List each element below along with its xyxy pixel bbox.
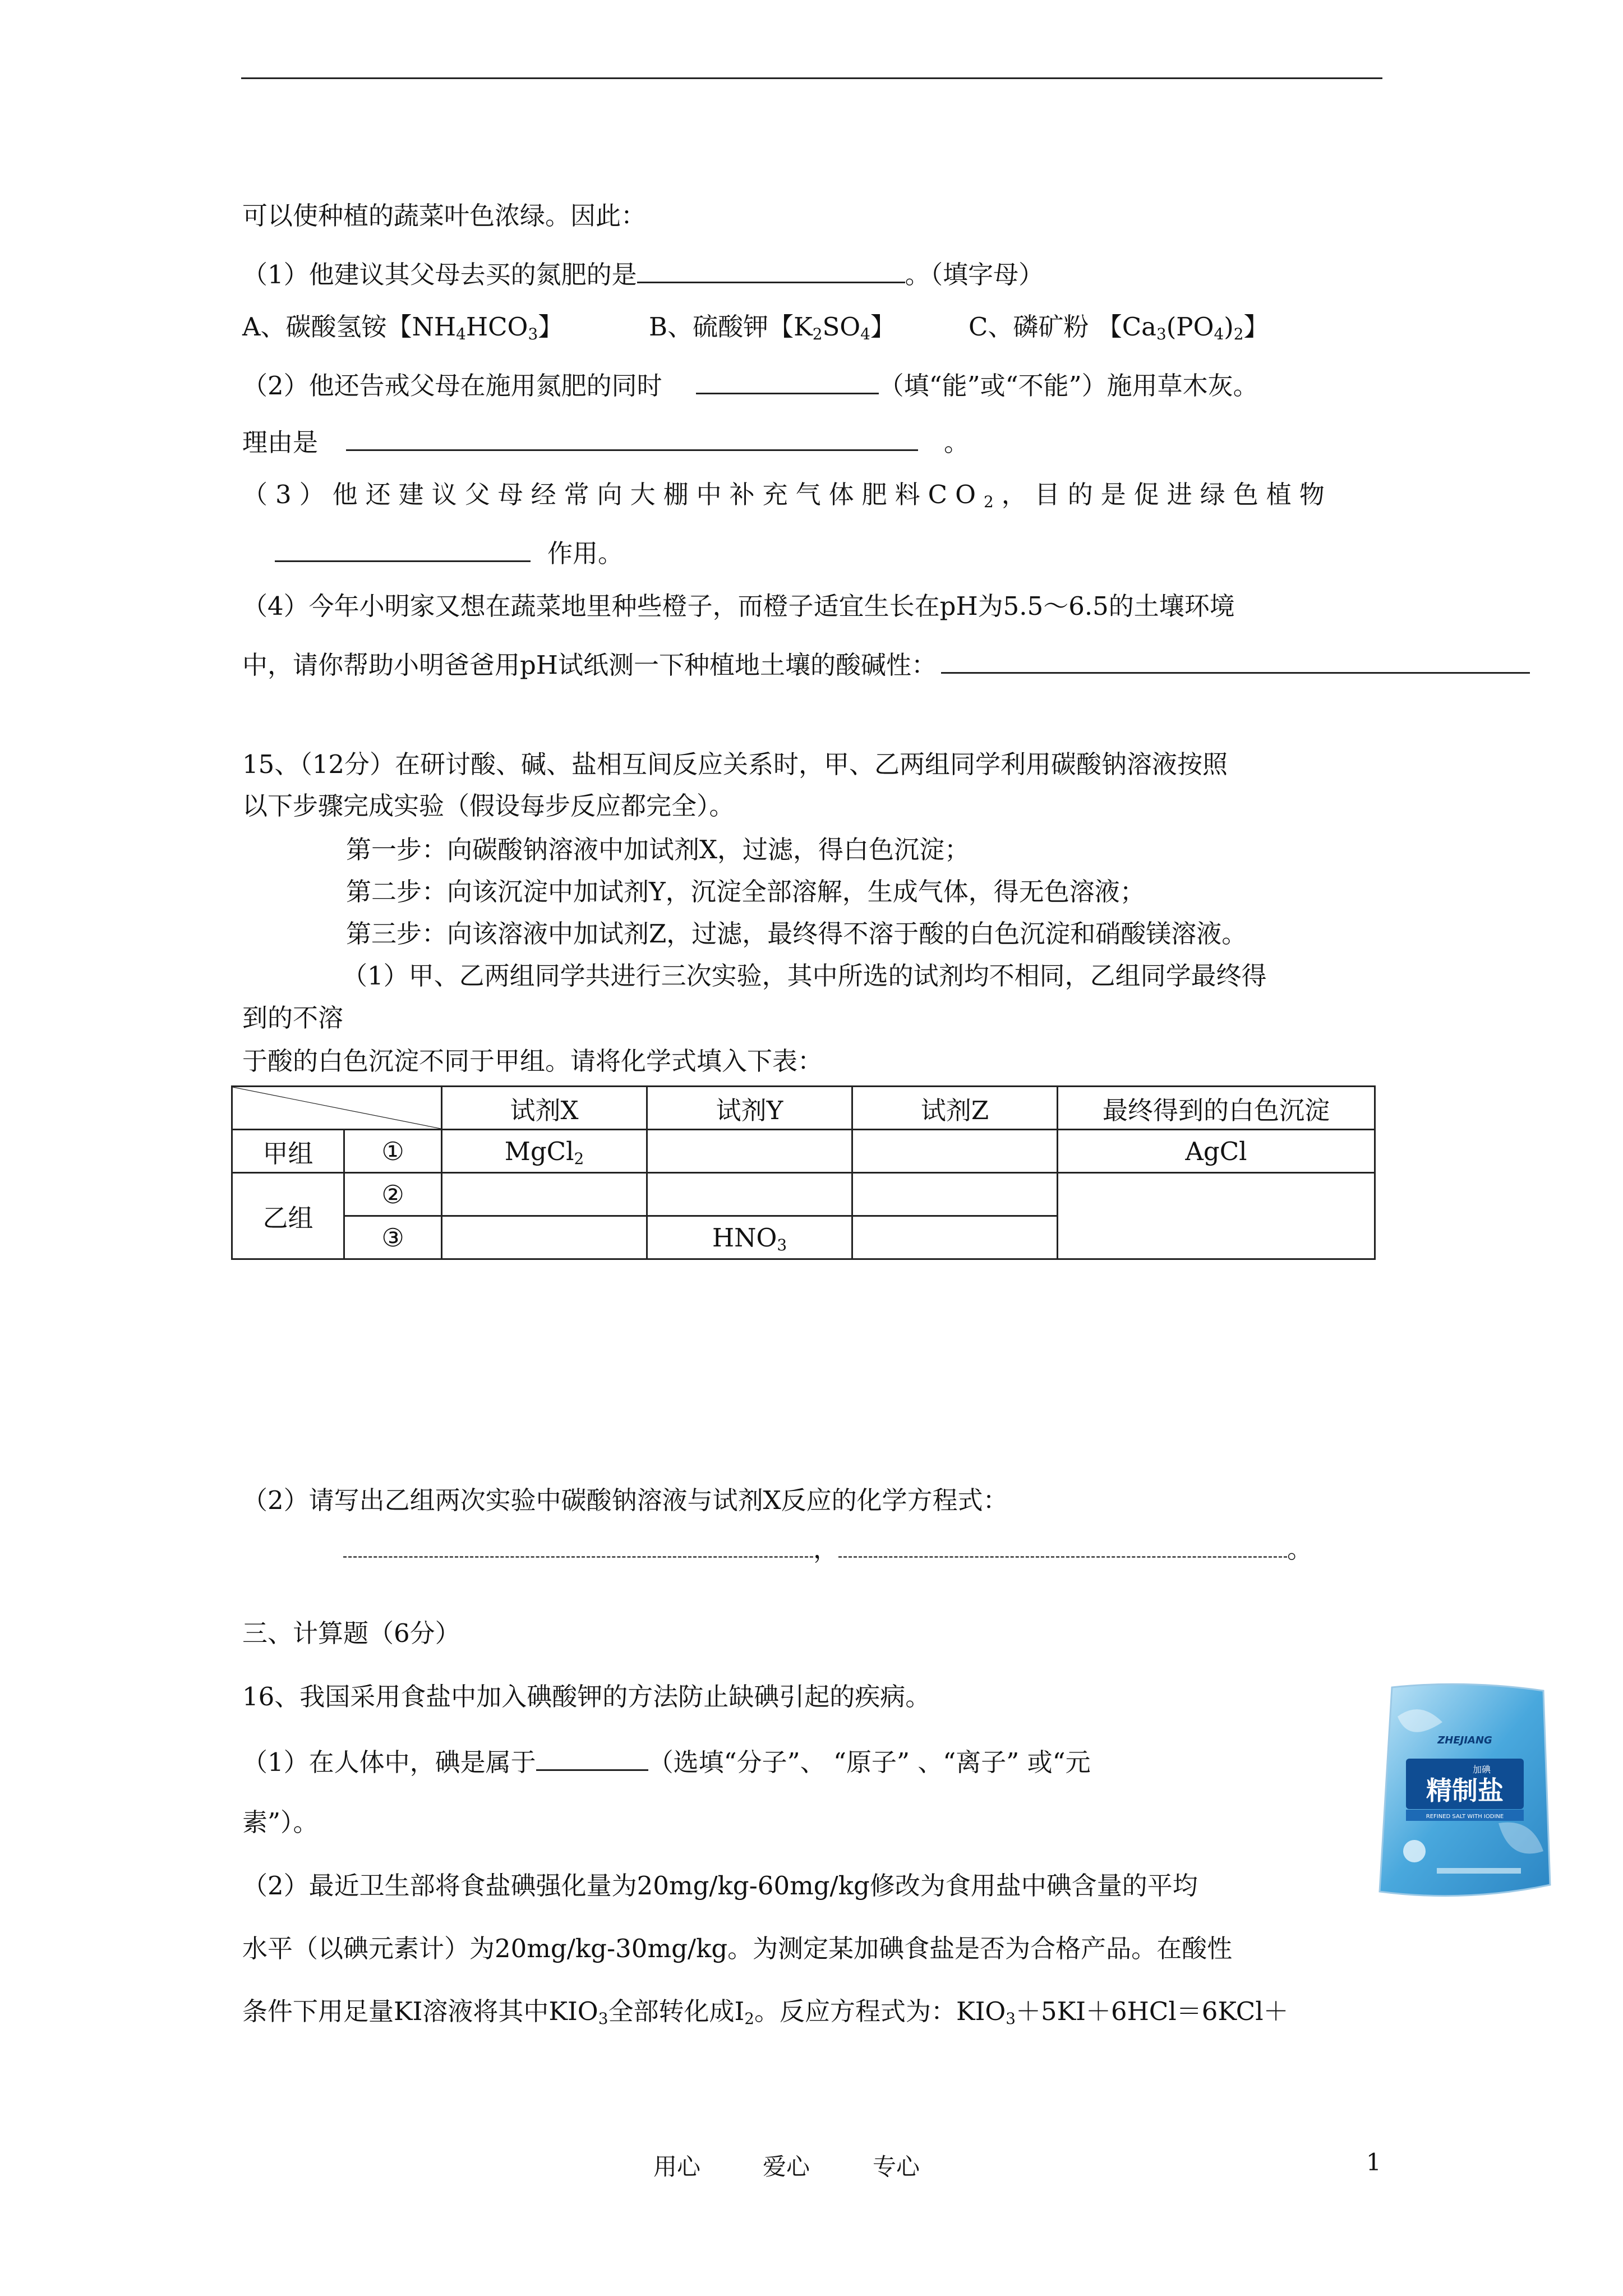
brand-title: 精制盐 bbox=[1426, 1775, 1504, 1806]
footer-right: 专心 bbox=[873, 2153, 920, 2180]
q15-q1-line2: 到的不溶 bbox=[242, 1003, 344, 1033]
header-reagent-z: 试剂Z bbox=[852, 1087, 1058, 1130]
footer-mid: 爱心 bbox=[763, 2153, 810, 2180]
table-row bbox=[232, 1173, 1375, 1216]
answer-blank[interactable] bbox=[838, 1531, 1287, 1558]
option-b: B、硫酸钾【$K_2SO_4$】 bbox=[649, 312, 896, 343]
cell-reagent-y[interactable] bbox=[647, 1130, 852, 1173]
answer-blank[interactable] bbox=[275, 536, 531, 562]
header-reagent-x: 试剂X bbox=[442, 1087, 647, 1130]
question-4-line2: 中，请你帮助小明爸爸用pH试纸测一下种植地土壤的酸碱性： bbox=[242, 647, 1530, 680]
diagonal-line bbox=[233, 1087, 441, 1129]
answer-blank[interactable] bbox=[346, 425, 918, 451]
text-line: 可以使种植的蔬菜叶色浓绿。因此： bbox=[242, 201, 647, 231]
svg-text:REFINED SALT WITH IODINE: REFINED SALT WITH IODINE bbox=[1426, 1814, 1504, 1820]
table-row bbox=[232, 1130, 1375, 1173]
row-number: ③ bbox=[344, 1216, 442, 1259]
question-2: （2）他还告戒父母在施用氮肥的同时 （填“能”或“不能”）施用草木灰。 bbox=[242, 368, 1258, 401]
header-rule bbox=[241, 77, 1382, 79]
cell-final-precipitate: AgCl bbox=[1058, 1130, 1375, 1173]
q15-q1-line1: （1）甲、乙两组同学共进行三次实验，其中所选的试剂均不相同，乙组同学最终得 bbox=[342, 961, 1267, 991]
answer-blank[interactable] bbox=[637, 257, 905, 283]
svg-text:加碘: 加碘 bbox=[1472, 1764, 1491, 1775]
group-b-label: 乙组 bbox=[232, 1173, 344, 1259]
answer-blank[interactable] bbox=[696, 368, 879, 394]
q16-q1: （1）在人体中，碘是属于 （选填“分子”、 “原子” 、“离子” 或“元 bbox=[242, 1745, 1091, 1778]
cell-final-precipitate[interactable] bbox=[1058, 1173, 1375, 1259]
question-3: （3）他还建议父母经常向大棚中补充气体肥料$CO_2$，目的是促进绿色植物 bbox=[242, 480, 1332, 511]
reason-line: 理由是 。 bbox=[242, 425, 969, 458]
question-1: （1）他建议其父母去买的氮肥的是 。（填字母） bbox=[242, 257, 1044, 290]
q16-intro: 16、我国采用食盐中加入碘酸钾的方法防止缺碘引起的疾病。 bbox=[242, 1682, 931, 1711]
q15-step-1: 第一步：向碳酸钠溶液中加试剂X，过滤，得白色沉淀； bbox=[346, 835, 970, 864]
section-3-title: 三、计算题（6分） bbox=[242, 1618, 460, 1648]
cell-reagent-x[interactable] bbox=[442, 1173, 647, 1216]
page-number: 1 bbox=[1366, 2148, 1381, 2176]
table-header-row bbox=[232, 1087, 1375, 1130]
group-a-label: 甲组 bbox=[232, 1130, 344, 1173]
cell-reagent-y: $HNO_3$ bbox=[647, 1216, 852, 1259]
cell-reagent-z[interactable] bbox=[852, 1216, 1058, 1259]
question-3-line2: 作用。 bbox=[275, 536, 623, 569]
q15-intro-1: 15、（12分）在研讨酸、碱、盐相互间反应关系时，甲、乙两组同学利用碳酸钠溶液按照 bbox=[242, 749, 1228, 779]
cell-reagent-x[interactable]: MgCl$_2$ bbox=[442, 1130, 647, 1173]
header-final-precipitate: 最终得到的白色沉淀 bbox=[1058, 1087, 1375, 1130]
cell-reagent-y[interactable] bbox=[647, 1173, 852, 1216]
answer-blank[interactable] bbox=[941, 647, 1530, 674]
reagent-table bbox=[231, 1085, 1376, 1260]
option-a: A、碳酸氢铵【$NH_4HCO_3$】 bbox=[242, 312, 564, 343]
q15-q2-answer-line: ， 。 bbox=[343, 1531, 1312, 1565]
q16-q2-line2: 水平（以碘元素计）为20mg/kg-30mg/kg。为测定某加碘食盐是否为合格产品。在酸性 bbox=[242, 1934, 1233, 1963]
answer-blank[interactable] bbox=[536, 1745, 648, 1771]
footer-left: 用心 bbox=[653, 2153, 701, 2180]
q16-q2-line3: 条件下用足量KI溶液将其中$KIO_3$全部转化成$I_2$。反应方程式为：$KIO_3+5KI+6HCl=6KCl+$ bbox=[242, 1996, 1289, 2028]
q15-q2: （2）请写出乙组两次实验中碳酸钠溶液与试剂X反应的化学方程式： bbox=[242, 1485, 1008, 1515]
row-number: ② bbox=[344, 1173, 442, 1216]
q15-intro-2: 以下步骤完成实验（假设每步反应都完全）。 bbox=[242, 791, 735, 821]
cell-reagent-x[interactable] bbox=[442, 1216, 647, 1259]
cell-reagent-z[interactable] bbox=[852, 1173, 1058, 1216]
diagonal-header-cell bbox=[232, 1087, 442, 1130]
answer-blank[interactable] bbox=[343, 1531, 813, 1558]
q15-q1-line3: 于酸的白色沉淀不同于甲组。请将化学式填入下表： bbox=[242, 1046, 823, 1076]
brand-logo: ZHEJIANG bbox=[1437, 1734, 1492, 1746]
q16-q2-line1: （2）最近卫生部将食盐碘强化量为20mg/kg-60mg/kg修改为食用盐中碘含量的平均 bbox=[242, 1871, 1198, 1901]
option-c: C、磷矿粉 【$Ca_3(PO_4)_2$】 bbox=[969, 312, 1269, 343]
cell-reagent-z[interactable] bbox=[852, 1130, 1058, 1173]
q15-step-2: 第二步：向该沉淀中加试剂Y，沉淀全部溶解，生成气体，得无色溶液； bbox=[346, 877, 1145, 907]
q16-q1-line2: 素”）。 bbox=[242, 1807, 319, 1837]
q15-step-3: 第三步：向该溶液中加试剂Z，过滤，最终得不溶于酸的白色沉淀和硝酸镁溶液。 bbox=[346, 919, 1247, 949]
row-number: ① bbox=[344, 1130, 442, 1173]
header-reagent-y: 试剂Y bbox=[647, 1087, 852, 1130]
salt-package-image bbox=[1375, 1683, 1553, 1904]
question-4: （4）今年小明家又想在蔬菜地里种些橙子，而橙子适宜生长在pH为5.5～6.5的土壤环境 bbox=[242, 591, 1235, 621]
